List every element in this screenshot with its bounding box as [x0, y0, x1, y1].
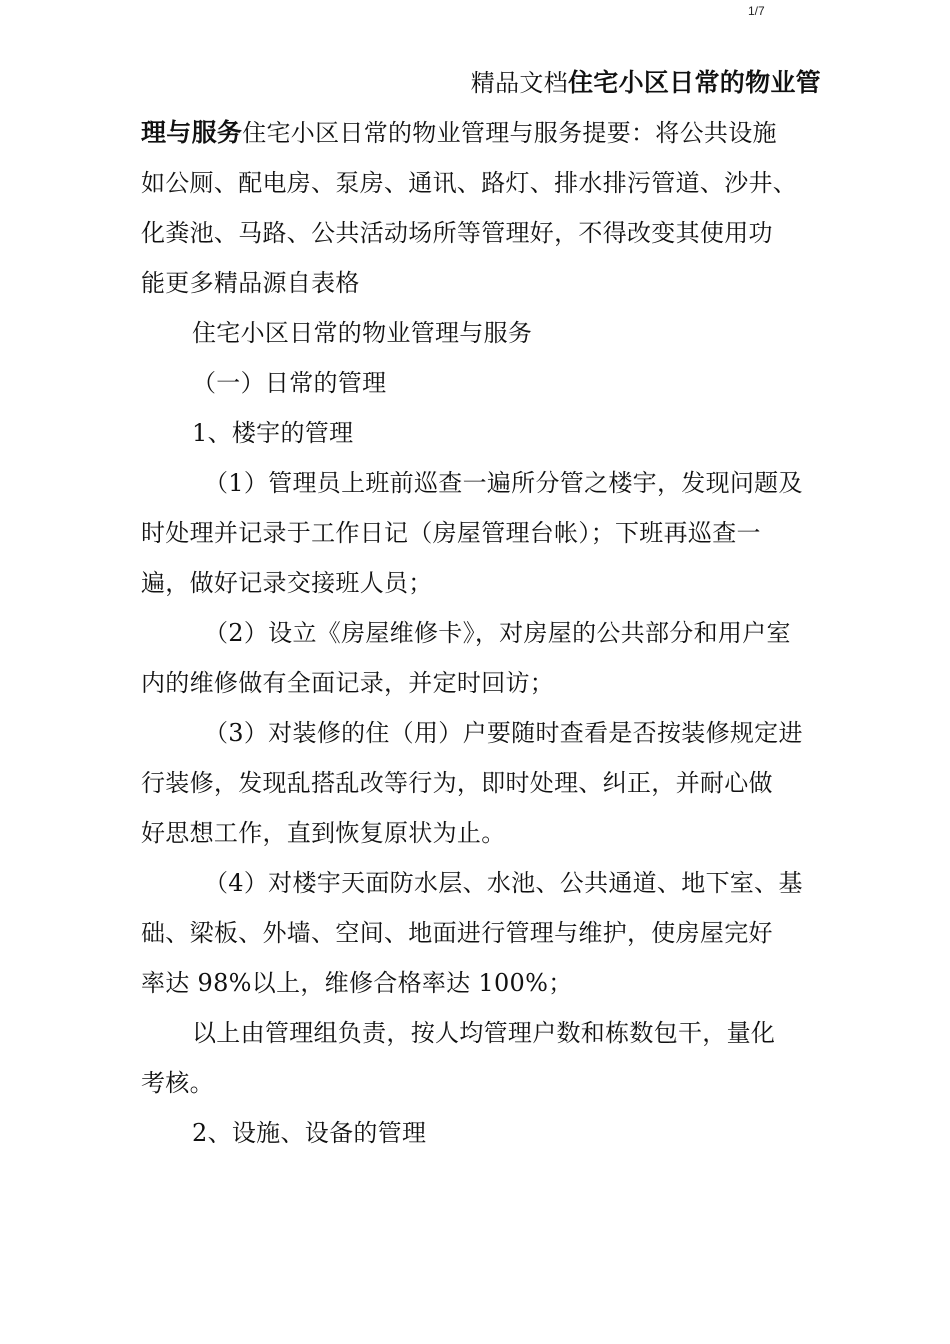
item-4-line-2: 础、梁板、外墙、空间、地面进行管理与维护，使房屋完好 [141, 919, 773, 947]
item-3-line-3: 好思想工作，直到恢复原状为止。 [141, 819, 506, 847]
responsibility-line-1: 以上由管理组负责，按人均管理户数和栋数包干，量化 [192, 1019, 776, 1047]
page-number: 1/7 [748, 4, 765, 18]
item-1-line-3: 遍，做好记录交接班人员； [141, 569, 433, 597]
item-1-line-1: （1）管理员上班前巡查一遍所分管之楼宇，发现问题及 [204, 469, 803, 497]
item-3-line-1: （3）对装修的住（用）户要随时查看是否按装修规定进 [204, 719, 803, 747]
item-4-line-1: （4）对楼宇天面防水层、水池、公共通道、地下室、基 [204, 869, 803, 897]
responsibility-line-2: 考核。 [141, 1069, 214, 1097]
title-line-2 [141, 108, 821, 158]
document-title-part2: 理与服务 [141, 118, 243, 147]
document-title-part1: 住宅小区日常的物业管 [567, 68, 821, 97]
intro-line-3: 化粪池、马路、公共活动场所等管理好，不得改变其使用功 [141, 219, 773, 247]
section-heading-1-2: 2、设施、设备的管理 [192, 1119, 427, 1147]
intro-line-4: 能更多精品源自表格 [141, 269, 360, 297]
section-heading-main: 住宅小区日常的物业管理与服务 [192, 319, 533, 347]
item-4-line-3: 率达 98%以上，维修合格率达 100%； [141, 969, 573, 997]
intro-line-2: 如公厕、配电房、泵房、通讯、路灯、排水排污管道、沙井、 [141, 169, 798, 197]
document-body [141, 58, 821, 1158]
intro-text: 住宅小区日常的物业管理与服务提要：将公共设施 [242, 119, 777, 147]
item-3-line-2: 行装修，发现乱搭乱改等行为，即时处理、纠正，并耐心做 [141, 769, 773, 797]
item-2-line-2: 内的维修做有全面记录，并定时回访； [141, 669, 555, 697]
section-heading-1: （一）日常的管理 [192, 369, 387, 397]
item-1-line-2: 时处理并记录于工作日记（房屋管理台帐）；下班再巡查一 [141, 519, 761, 547]
item-2-line-1: （2）设立《房屋维修卡》，对房屋的公共部分和用户室 [204, 619, 791, 647]
section-heading-1-1: 1、楼宇的管理 [192, 419, 354, 447]
title-line-1 [141, 58, 821, 108]
header-prefix: 精品文档 [470, 69, 568, 97]
